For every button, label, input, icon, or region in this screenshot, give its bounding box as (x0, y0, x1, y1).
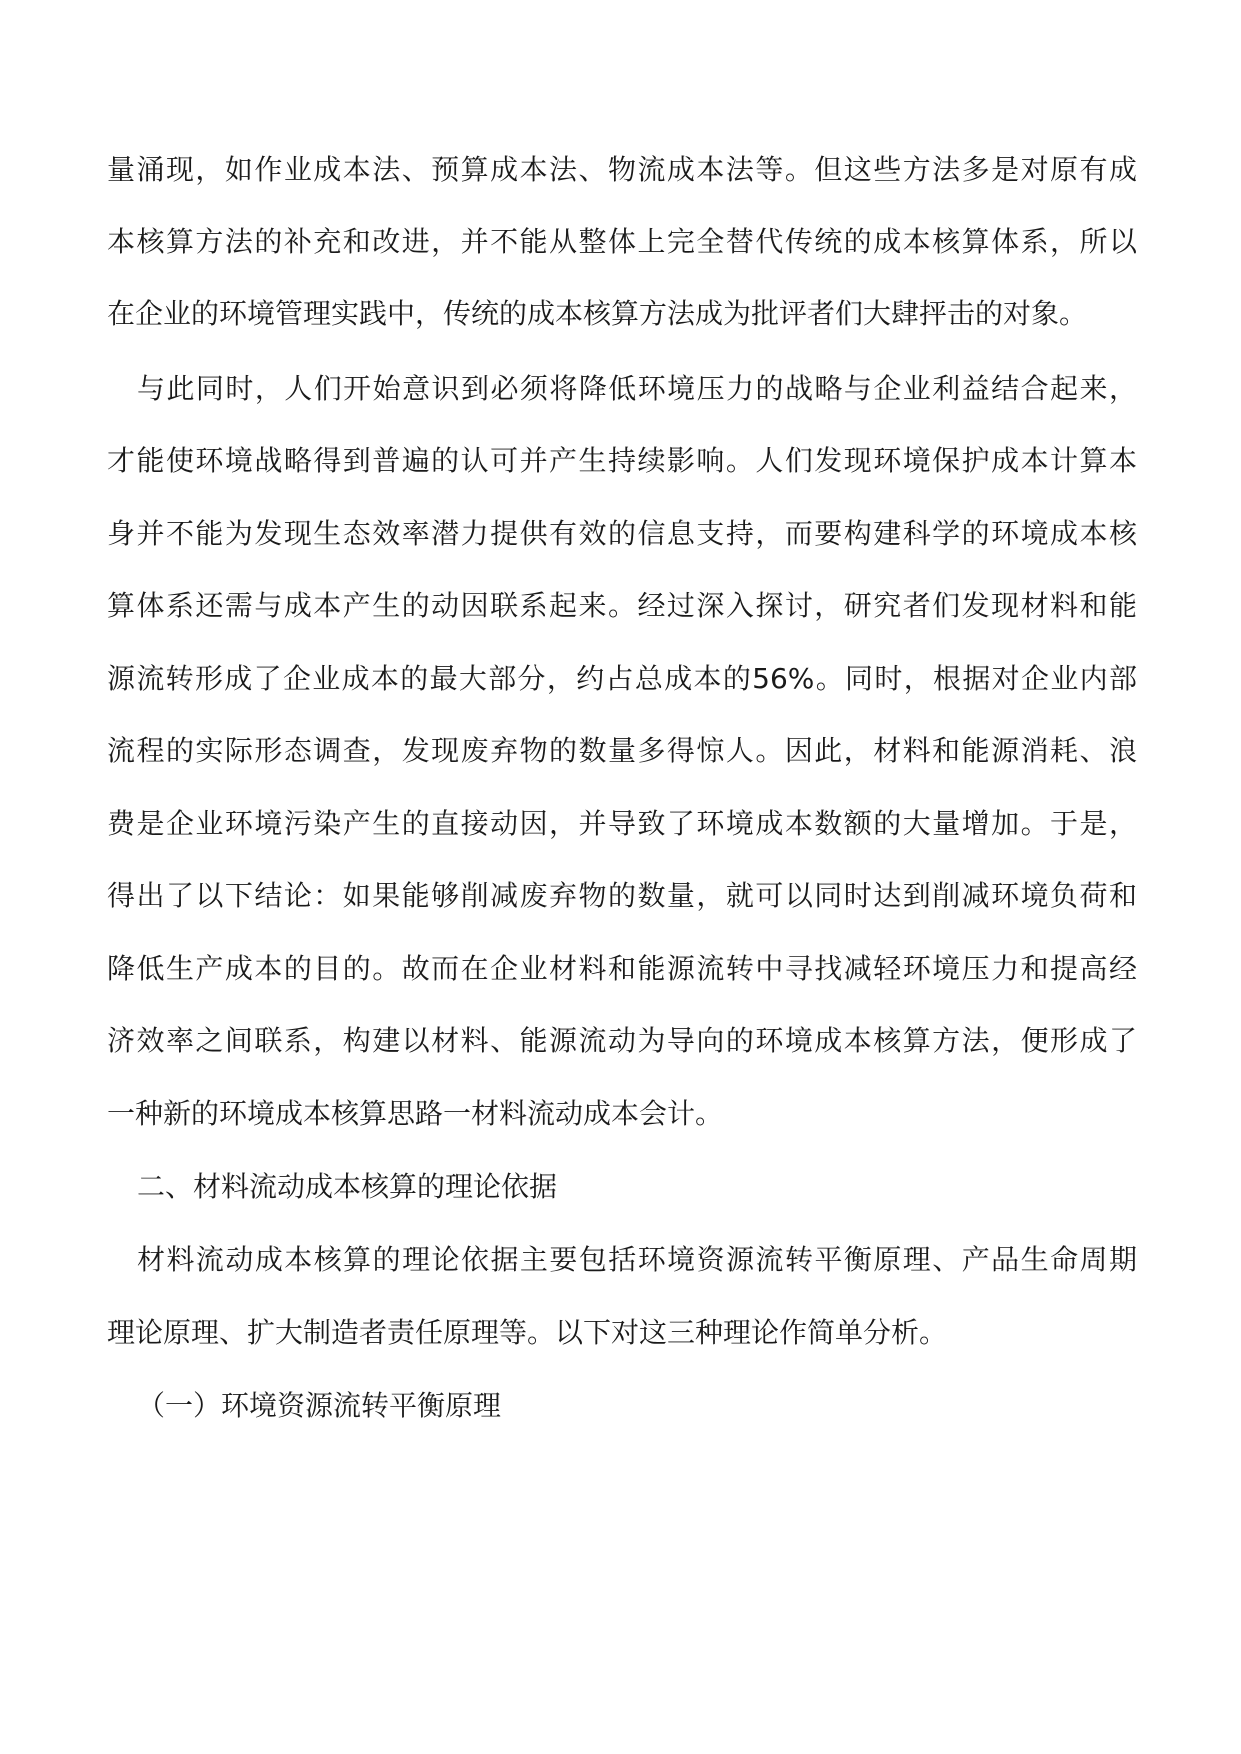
text-line: 费是企业环境污染产生的直接动因，并导致了环境成本数额的大量增加。于是， (107, 807, 1137, 840)
text-line: 理论原理、扩大制造者责任原理等。以下对这三种理论作简单分析。 (107, 1316, 948, 1349)
text-line: 一种新的环境成本核算思路一材料流动成本会计。 (107, 1097, 724, 1130)
text-line: 源流转形成了企业成本的最大部分，约占总成本的56%。同时，根据对企业内部 (107, 662, 1137, 695)
text-line: 降低生产成本的目的。故而在企业材料和能源流转中寻找减轻环境压力和提高经 (107, 952, 1137, 985)
heading-text: 二、材料流动成本核算的理论依据 (137, 1170, 558, 1203)
text-line: 身并不能为发现生态效率潜力提供有效的信息支持，而要构建科学的环境成本核 (107, 517, 1137, 550)
text-line: 算体系还需与成本产生的动因联系起来。经过深入探讨，研究者们发现材料和能 (107, 589, 1137, 622)
text-line: 才能使环境战略得到普遍的认可并产生持续影响。人们发现环境保护成本计算本 (107, 444, 1137, 477)
document-page (107, 0, 1137, 1754)
text-line: 在企业的环境管理实践中，传统的成本核算方法成为批评者们大肆抨击的对象。 (107, 297, 1088, 330)
text-line: 本核算方法的补充和改进，并不能从整体上完全替代传统的成本核算体系，所以 (107, 225, 1137, 258)
text-line: 济效率之间联系，构建以材料、能源流动为导向的环境成本核算方法，便形成了 (107, 1024, 1137, 1057)
text-line: 量涌现，如作业成本法、预算成本法、物流成本法等。但这些方法多是对原有成 (107, 153, 1137, 186)
text-line: 得出了以下结论：如果能够削减废弃物的数量，就可以同时达到削减环境负荷和 (107, 879, 1137, 912)
text-line: 与此同时，人们开始意识到必须将降低环境压力的战略与企业利益结合起来， (137, 372, 1137, 405)
text-line: 流程的实际形态调查，发现废弃物的数量多得惊人。因此，材料和能源消耗、浪 (107, 734, 1137, 767)
heading-text: （一）环境资源流转平衡原理 (137, 1389, 502, 1422)
text-line: 材料流动成本核算的理论依据主要包括环境资源流转平衡原理、产品生命周期 (137, 1243, 1137, 1276)
